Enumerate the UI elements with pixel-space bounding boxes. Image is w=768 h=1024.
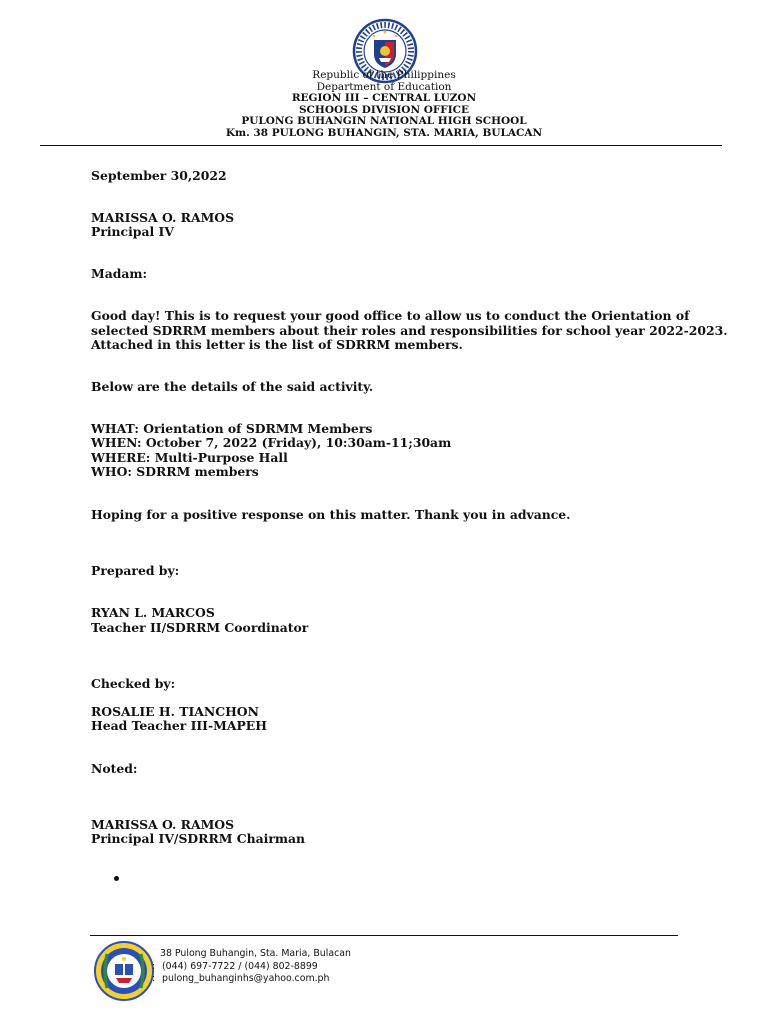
footer-address: 38 Pulong Buhangin, Sta. Maria, Bulacan: [160, 948, 351, 959]
school-logo-icon: [93, 940, 155, 1002]
body-line-1: Good day! This is to request your good office to allow us to conduct the Orientation of: [91, 308, 690, 323]
letterhead-department: Department of Education: [316, 80, 452, 93]
detail-what: WHAT: Orientation of SDRMM Members: [91, 421, 373, 436]
detail-when: WHEN: October 7, 2022 (Friday), 10:30am-11;30am: [91, 435, 452, 450]
letterhead-address: Km. 38 PULONG BUHANGIN, STA. MARIA, BULACAN: [225, 126, 543, 139]
salutation: Madam:: [91, 266, 148, 281]
footer-phone: (044) 697-7722 / (044) 802-8899: [162, 961, 318, 972]
prepared-label: Prepared by:: [91, 563, 180, 578]
body-line-3: Attached in this letter is the list of SDRRM members.: [91, 337, 463, 352]
footer-phone-prefix: :: [152, 961, 156, 972]
detail-who: WHO: SDRRM members: [91, 464, 259, 479]
closing-line: Hoping for a positive response on this matter. Thank you in advance.: [91, 507, 571, 522]
letterhead: [0, 70, 768, 140]
footer-divider: [90, 935, 678, 936]
bullet-point: [114, 876, 119, 881]
prepared-name: RYAN L. MARCOS: [91, 605, 215, 620]
noted-label: Noted:: [91, 761, 138, 776]
footer-email-prefix: :: [152, 973, 156, 984]
header-divider: [40, 145, 722, 146]
detail-where: WHERE: Multi-Purpose Hall: [91, 450, 288, 465]
letterhead-school: PULONG BUHANGIN NATIONAL HIGH SCHOOL: [241, 115, 527, 128]
footer-phone-row: [152, 961, 318, 973]
checked-title: Head Teacher III-MAPEH: [91, 718, 267, 733]
checked-name: ROSALIE H. TIANCHON: [91, 704, 259, 719]
letterhead-division: SCHOOLS DIVISION OFFICE: [298, 103, 470, 116]
letter-date: September 30,2022: [91, 168, 227, 183]
recipient-name: MARISSA O. RAMOS: [91, 210, 235, 225]
letterhead-region: REGION III – CENTRAL LUZON: [291, 92, 477, 105]
details-intro: Below are the details of the said activity.: [91, 379, 374, 394]
footer-email-row: [152, 973, 329, 985]
checked-label: Checked by:: [91, 676, 176, 691]
noted-name: MARISSA O. RAMOS: [91, 817, 235, 832]
footer-email[interactable]: pulong_buhanginhs@yahoo.com.ph: [162, 973, 330, 984]
body-line-2: selected SDRRM members about their roles and responsibilities for school year 2022-2023.: [91, 323, 728, 338]
noted-title: Principal IV/SDRRM Chairman: [91, 831, 306, 846]
letterhead-republic: Republic of the Philippines: [312, 69, 456, 81]
prepared-title: Teacher II/SDRRM Coordinator: [91, 620, 309, 635]
recipient-title: Principal IV: [91, 224, 174, 239]
